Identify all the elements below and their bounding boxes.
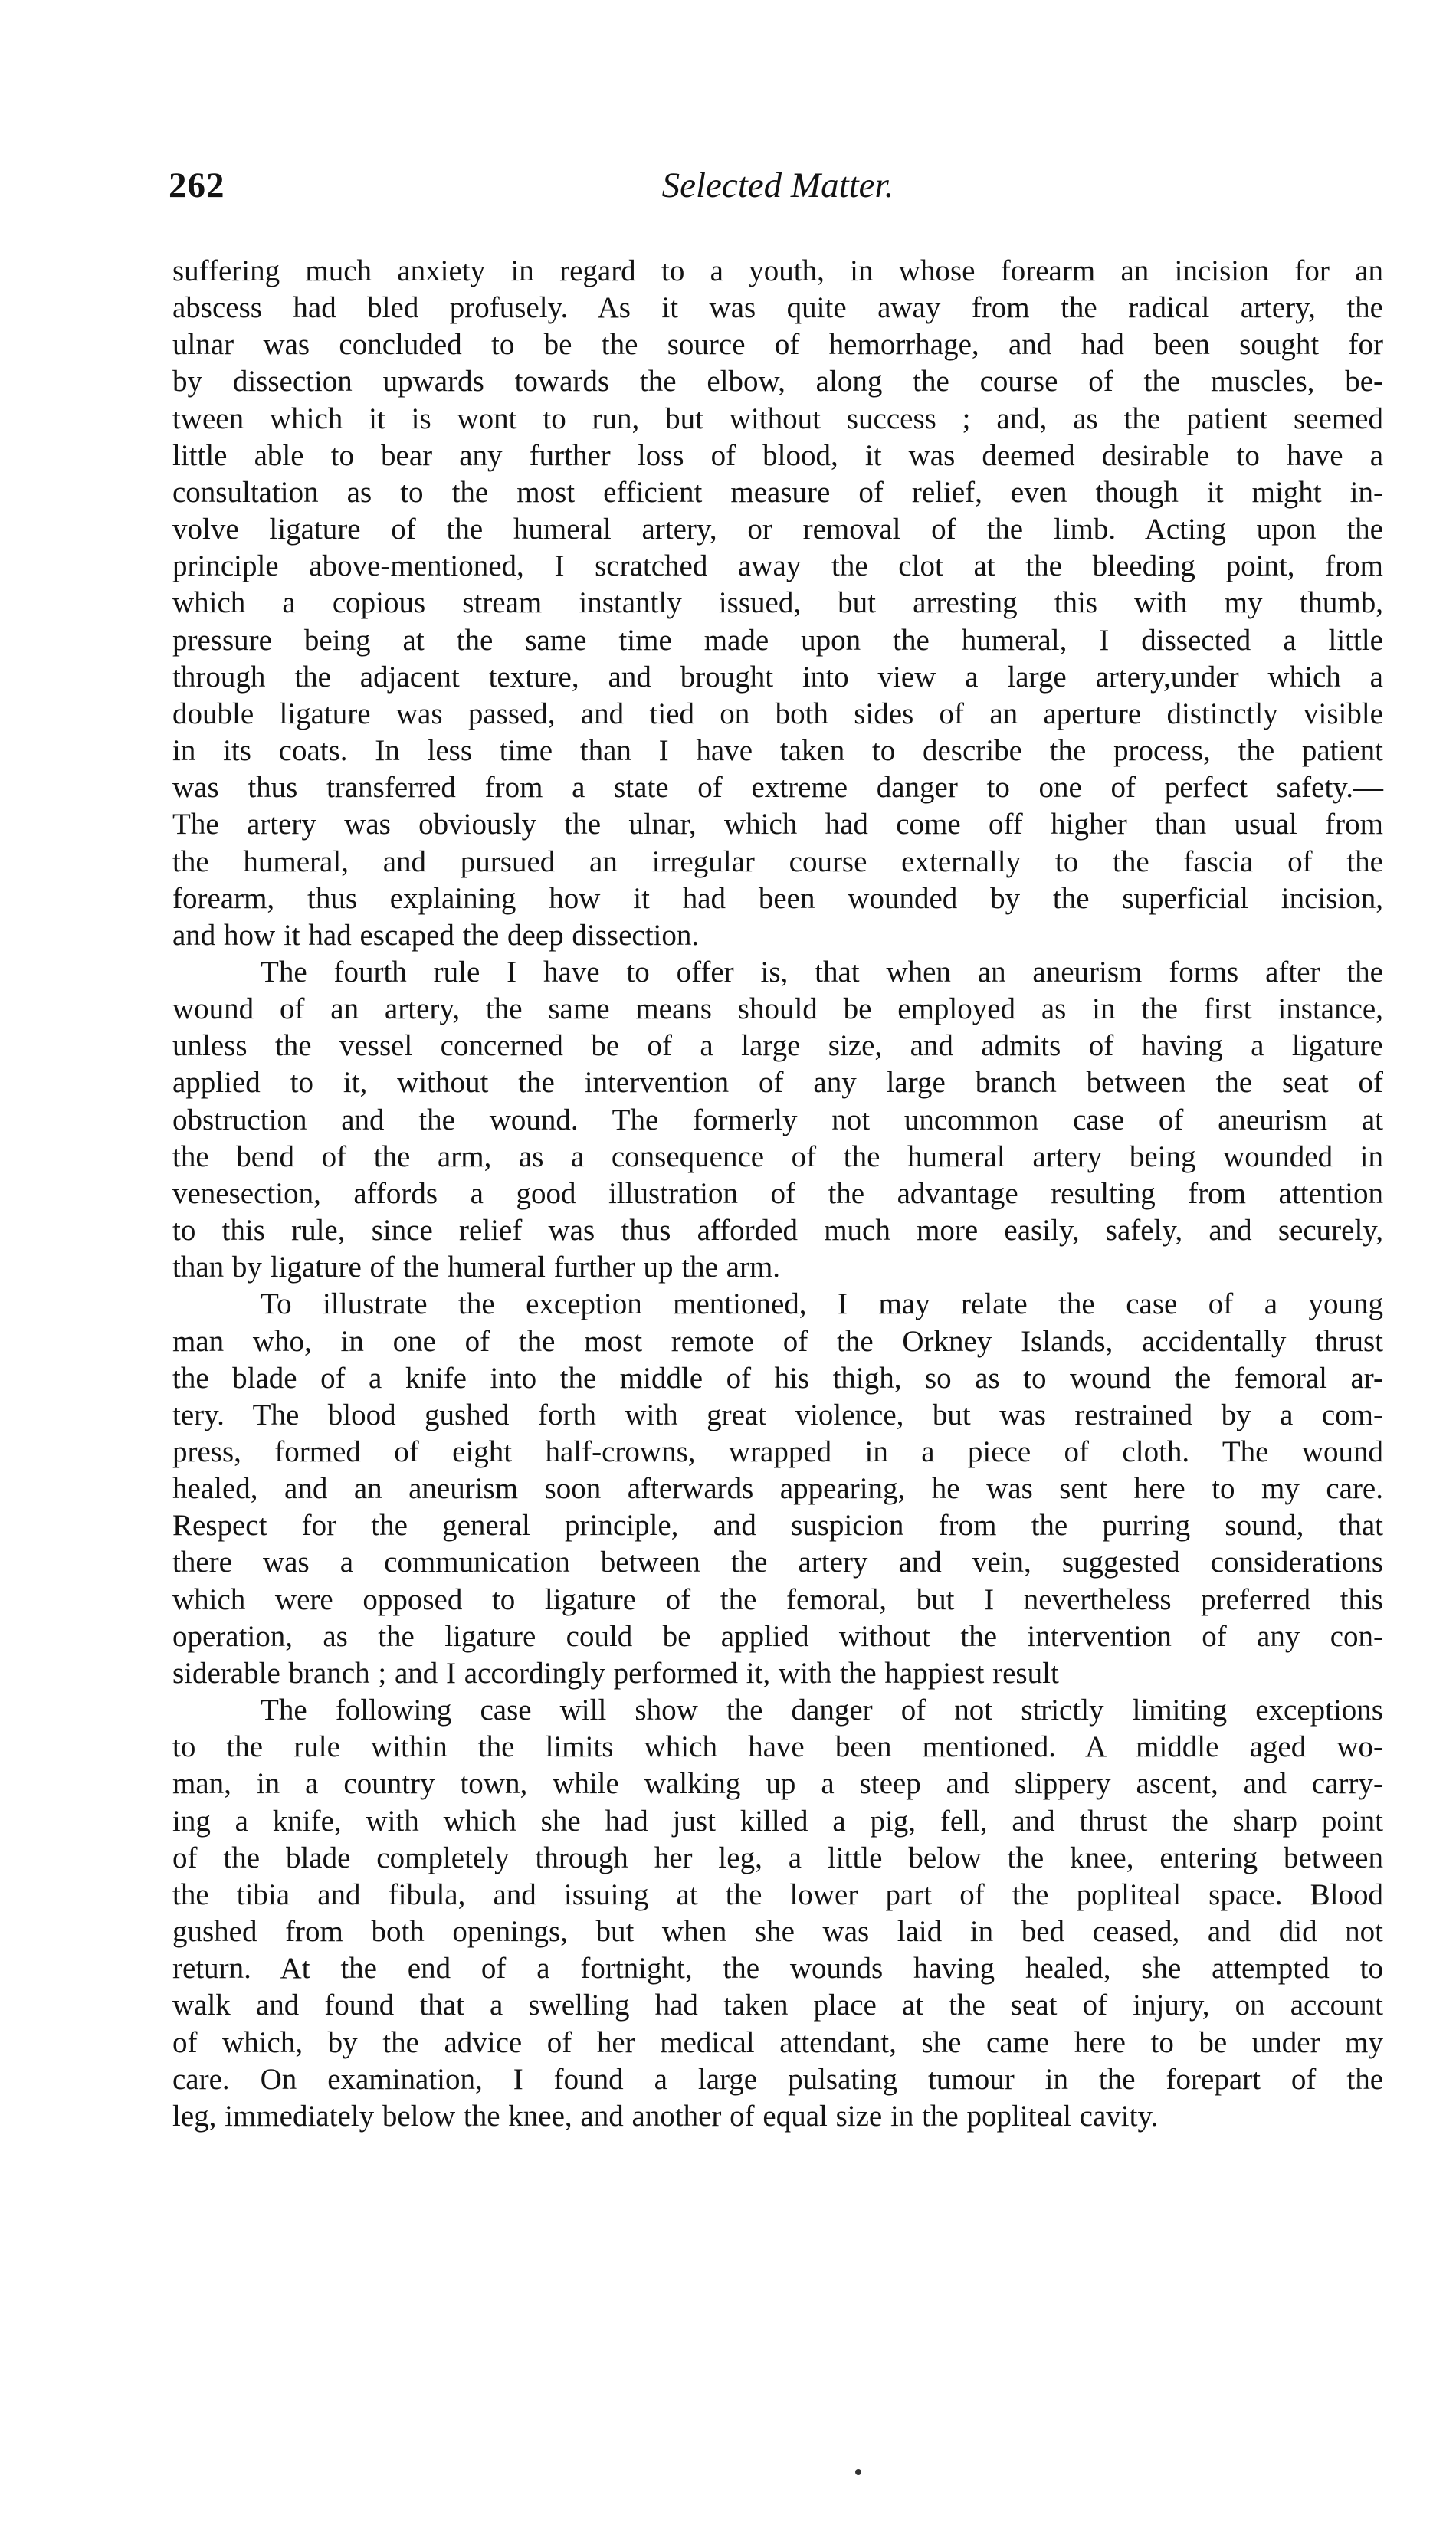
text-line: to the rule within the limits which have been mentioned. A middle aged wo-: [172, 1730, 1383, 1764]
page-number: 262: [169, 166, 225, 205]
text-line: which a copious stream instantly issued, but arresting this with my thumb,: [172, 586, 1383, 620]
text-line: healed, and an aneurism soon afterwards appearing, he was sent here to my care.: [172, 1472, 1383, 1506]
text-line: of which, by the advice of her medical attendant, she came here to be under my: [172, 2025, 1383, 2059]
text-line: double ligature was passed, and tied on both sides of an aperture distinctly visible: [172, 697, 1383, 730]
text-line: unless the vessel concerned be of a large size, and admits of having a ligature: [172, 1029, 1383, 1063]
text-line: abscess had bled profusely. As it was quite away from the radical artery, the: [172, 291, 1383, 325]
text-line: obstruction and the wound. The formerly not uncommon case of aneurism at: [172, 1103, 1383, 1136]
text-line: operation, as the ligature could be applied without the intervention of any con-: [172, 1619, 1383, 1653]
text-line: The following case will show the danger of not strictly limiting exceptions: [261, 1694, 1383, 1727]
text-line: the humeral, and pursued an irregular course externally to the fascia of the: [172, 844, 1383, 878]
text-line: applied to it, without the intervention of any large branch between the seat of: [172, 1066, 1383, 1100]
text-line: than by ligature of the humeral further up the arm.: [172, 1251, 781, 1284]
paragraph: [172, 253, 1383, 954]
text-line: tery. The blood gushed forth with great violence, but was restrained by a com-: [172, 1398, 1383, 1431]
text-line: ing a knife, with which she had just killed a pig, fell, and thrust the sharp point: [172, 1804, 1383, 1838]
running-head: [169, 165, 1387, 218]
text-line: man, in a country town, while walking up a steep and slippery ascent, and carry-: [172, 1767, 1383, 1801]
text-line: The artery was obviously the ulnar, which had come off higher than usual from: [172, 808, 1383, 841]
body-text: [172, 253, 1383, 2135]
text-line: and how it had escaped the deep dissection.: [172, 918, 700, 952]
text-line: siderable branch ; and I accordingly performed it, with the happiest result: [172, 1656, 1059, 1690]
text-line: to this rule, since relief was thus afforded much more easily, safely, and securely,: [172, 1214, 1383, 1248]
text-line: leg, immediately below the knee, and another of equal size in the popliteal cavity.: [172, 2099, 1159, 2133]
text-line: press, formed of eight half-crowns, wrapped in a piece of cloth. The wound: [172, 1435, 1383, 1468]
text-line: in its coats. In less time than I have taken to describe the process, the patient: [172, 734, 1383, 768]
text-line: through the adjacent texture, and brought into view a large artery,under which a: [172, 660, 1383, 694]
text-line: man who, in one of the most remote of the Orkney Islands, accidentally thrust: [172, 1324, 1383, 1358]
text-line: gushed from both openings, but when she was laid in bed ceased, and did not: [172, 1915, 1383, 1949]
text-line: which were opposed to ligature of the femoral, but I nevertheless preferred this: [172, 1582, 1383, 1616]
text-line: little able to bear any further loss of blood, it was deemed desirable to have a: [172, 438, 1383, 472]
text-line: of the blade completely through her leg, a little below the knee, entering between: [172, 1841, 1383, 1874]
text-line: pressure being at the same time made upon the humeral, I dissected a little: [172, 623, 1383, 657]
text-line: The fourth rule I have to offer is, that when an aneurism forms after the: [261, 955, 1383, 989]
text-line: To illustrate the exception mentioned, I may relate the case of a young: [261, 1287, 1383, 1321]
text-line: the tibia and fibula, and issuing at the lower part of the popliteal space. Blood: [172, 1877, 1383, 1911]
text-line: forearm, thus explaining how it had been wounded by the superficial incision,: [172, 881, 1383, 915]
paragraph: [172, 1692, 1383, 2135]
text-line: there was a communication between the artery and vein, suggested considerations: [172, 1546, 1383, 1579]
text-line: was thus transferred from a state of extreme danger to one of perfect safety.—: [172, 771, 1383, 805]
text-line: suffering much anxiety in regard to a youth, in whose forearm an incision for an: [172, 254, 1383, 287]
text-line: Respect for the general principle, and suspicion from the purring sound, that: [172, 1509, 1383, 1543]
text-line: tween which it is wont to run, but without success ; and, as the patient seemed: [172, 402, 1383, 435]
text-line: return. At the end of a fortnight, the wounds having healed, she attempted to: [172, 1952, 1383, 1986]
printer-mark: [855, 2469, 861, 2475]
paragraph: [172, 1286, 1383, 1692]
text-line: principle above-mentioned, I scratched away the clot at the bleeding point, from: [172, 549, 1383, 583]
text-line: ulnar was concluded to be the source of hemorrhage, and had been sought for: [172, 328, 1383, 362]
text-line: by dissection upwards towards the elbow, along the course of the muscles, be-: [172, 365, 1383, 398]
text-line: venesection, affords a good illustration of the advantage resulting from attention: [172, 1176, 1383, 1210]
text-line: the bend of the arm, as a consequence of the humeral artery being wounded in: [172, 1140, 1383, 1173]
running-title: Selected Matter.: [661, 166, 894, 205]
paragraph: [172, 954, 1383, 1286]
text-line: wound of an artery, the same means should be employed as in the first instance,: [172, 992, 1383, 1026]
text-line: walk and found that a swelling had taken place at the seat of injury, on account: [172, 1989, 1383, 2022]
text-line: volve ligature of the humeral artery, or removal of the limb. Acting upon the: [172, 513, 1383, 546]
text-line: care. On examination, I found a large pulsating tumour in the forepart of the: [172, 2062, 1383, 2096]
text-line: consultation as to the most efficient measure of relief, even though it might in-: [172, 475, 1383, 509]
text-line: the blade of a knife into the middle of his thigh, so as to wound the femoral ar-: [172, 1361, 1383, 1395]
